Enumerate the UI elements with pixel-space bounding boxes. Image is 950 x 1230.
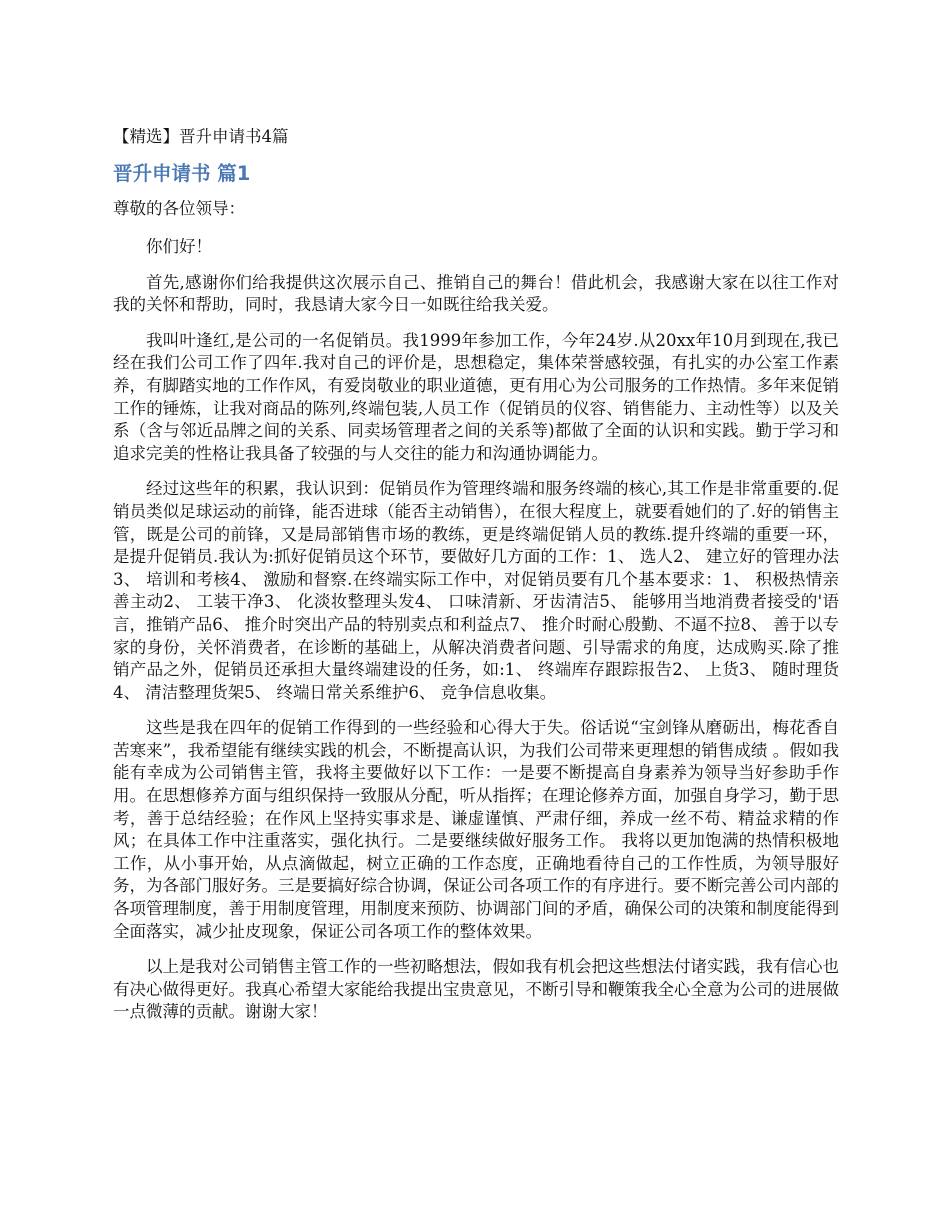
salutation: 尊敬的各位领导： bbox=[113, 199, 245, 218]
document-body bbox=[113, 124, 839, 1037]
paragraph-work-understanding: 经过这些年的积累，我认识到：促销员作为管理终端和服务终端的核心,其工作是非常重要的.促销员类似足球运动的前锋，能否进球（能否主动销售），在很大程度上，就要看她们的了.好的销售主管，既是公司的前锋，又是局部销售市场的教练，更是终端促销人员的教练.提升终端的重要一环，是提升促销员.我认为:抓好促销员这个环节，要做好几方面的工作：1、 选人2、 建立好的管理办法3、 培训和考核4、 激励和督察.在终端实际工作中，对促销员要有几个基本要求：1、 积极热情亲善主动2、 工装干净3、 化淡妆整理头发4、 口味清新、牙齿清洁5、 能够用当地消费者接受的'语言，推销产品6、 推介时突出产品的特别卖点和利益点7、 推介时耐心殷勤、不逼不拉8、 善于以专家的身份，关怀消费者，在诊断的基础上，从解决消费者问题、引导需求的角度，达成购买.除了推销产品之外，促销员还承担大量终端建设的任务，如:1、 终端库存跟踪报告2、 上货3、 随时理货4、 清洁整理货架5、 终端日常关系维护6、 竞争信息收集。 bbox=[113, 479, 839, 702]
paragraph-self-introduction: 我叫叶逢红,是公司的一名促销员。我1999年参加工作，今年24岁.从20xx年10月到现在,我已经在我们公司工作了四年.我对自己的评价是，思想稳定，集体荣誉感较强，有扎实的办公室工作素养，有脚踏实地的工作作风，有爱岗敬业的职业道德，更有用心为公司服务的工作热情。多年来促销工作的锤炼，让我对商品的陈列,终端包装,人员工作（促销员的仪容、销售能力、主动性等）以及关系（含与邻近品牌之间的关系、同卖场管理者之间的关系等)都做了全面的认识和实践。勤于学习和追求完美的性格让我具备了较强的与人交往的能力和沟通协调能力。 bbox=[113, 330, 839, 463]
paragraph-closing: 以上是我对公司销售主管工作的一些初略想法，假如我有机会把这些想法付诸实践，我有信心也有决心做得更好。我真心希望大家能给我提出宝贵意见，不断引导和鞭策我全心全意为公司的进展做一点微薄的贡献。谢谢大家！ bbox=[113, 957, 839, 1022]
paragraph-greeting: 你们好！ bbox=[146, 237, 212, 256]
paragraph-work-plan: 这些是我在四年的促销工作得到的一些经验和心得大于失。俗话说“宝剑锋从磨砺出，梅花香自苦寒来”，我希望能有继续实践的机会，不断提高认识，为我们公司带来更理想的销售成绩 。假如我能有幸成为公司销售主管，我将主要做好以下工作：一是要不断提高自身素养为领导当好参助手作用。在思想修养方面与组织保持一致服从分配，听从指挥；在理论修养方面，加强自身学习，勤于思考，善于总结经验；在作风上坚持实事求是、谦虚谨慎、严肃仔细，养成一丝不苟、精益求精的作风；在具体工作中注重落实，强化执行。二是要继续做好服务工作。 我将以更加饱满的热情积极地工作，从小事开始，从点滴做起，树立正确的工作态度，正确地看待自己的工作性质，为领导服好务，为各部门服好务。三是要搞好综合协调，保证公司各项工作的有序进行。要不断完善公司内部的各项管理制度，善于用制度管理，用制度来预防、协调部门间的矛盾，确保公司的决策和制度能得到全面落实，减少扯皮现象，保证公司各项工作的整体效果。 bbox=[113, 718, 839, 941]
paragraph-thanks: 首先,感谢你们给我提供这次展示自己、推销自己的舞台！借此机会，我感谢大家在以往工作对我的关怀和帮助，同时，我恳请大家今日一如既往给我关爱。 bbox=[113, 272, 839, 315]
document-title: 【精选】晋升申请书4篇 bbox=[113, 127, 289, 146]
section-heading: 晋升申请书 篇1 bbox=[113, 162, 251, 185]
